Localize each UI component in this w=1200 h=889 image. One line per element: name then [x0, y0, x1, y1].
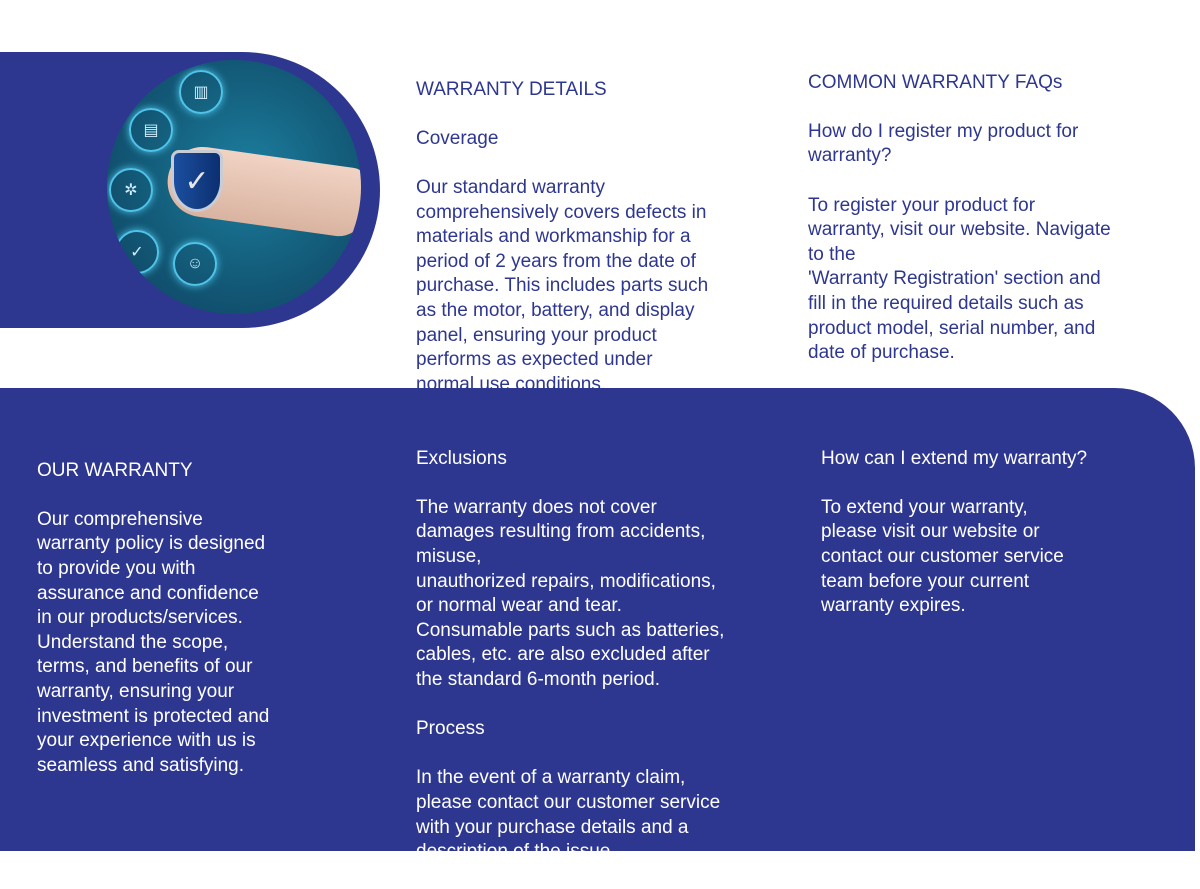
our-warranty-section — [37, 434, 387, 803]
extend-warranty-section — [821, 422, 1181, 643]
exclusions-heading: Exclusions — [416, 447, 507, 469]
faq-question-extend: How can I extend my warranty? — [821, 447, 1088, 469]
faq-heading: COMMON WARRANTY FAQs — [808, 71, 1063, 93]
our-warranty-heading: OUR WARRANTY — [37, 459, 193, 481]
coverage-body: Our standard warranty comprehensively covers defects in materials and workmanship for a period of 2 years from the date of purchase. This includes parts such as the motor, battery, and display panel, ensuring your product performs as expected under normal use conditions. — [416, 176, 709, 395]
shield-check-icon: ✓ — [171, 150, 223, 212]
our-warranty-body: Our comprehensive warranty policy is designed to provide you with assurance and confidence in our products/services. Understand the scope, terms, and benefits of our warranty, ensuring your investment is protected and your experience with us is seamless and satisfying. — [37, 508, 270, 776]
team-icon: ☺ — [173, 242, 217, 286]
faq-section — [808, 46, 1198, 390]
check-circle-icon: ✓ — [115, 230, 159, 274]
faq-question-register: How do I register my product for warranty? — [808, 120, 1079, 167]
warranty-details-heading: WARRANTY DETAILS — [416, 78, 607, 100]
exclusions-body: The warranty does not cover damages resulting from accidents, misuse, unauthorized repairs, modifications, or normal wear and tear. Consumable parts such as batteries, cables, etc. are also excluded after the standard 6-month period. — [416, 496, 725, 690]
warranty-details-section — [416, 53, 801, 422]
network-icon: ✲ — [109, 168, 153, 212]
hero-panel — [0, 52, 380, 328]
process-body: In the event of a warranty claim, please contact our customer service with your purchase details and a description of the issue. — [416, 767, 721, 863]
exclusions-process-section — [416, 422, 811, 889]
coverage-heading: Coverage — [416, 127, 499, 149]
chart-icon: ▥ — [179, 70, 223, 114]
process-heading: Process — [416, 718, 485, 740]
clipboard-icon: ▤ — [129, 108, 173, 152]
warranty-shield-photo — [107, 60, 361, 314]
faq-answer-register: To register your product for warranty, visit our website. Navigate to the 'Warranty Registration' section and fill in the required details such as product model, serial number, and date of purchase. — [808, 194, 1111, 364]
faq-answer-extend: To extend your warranty, please visit our website or contact our customer service team before your current warranty expires. — [821, 496, 1064, 617]
